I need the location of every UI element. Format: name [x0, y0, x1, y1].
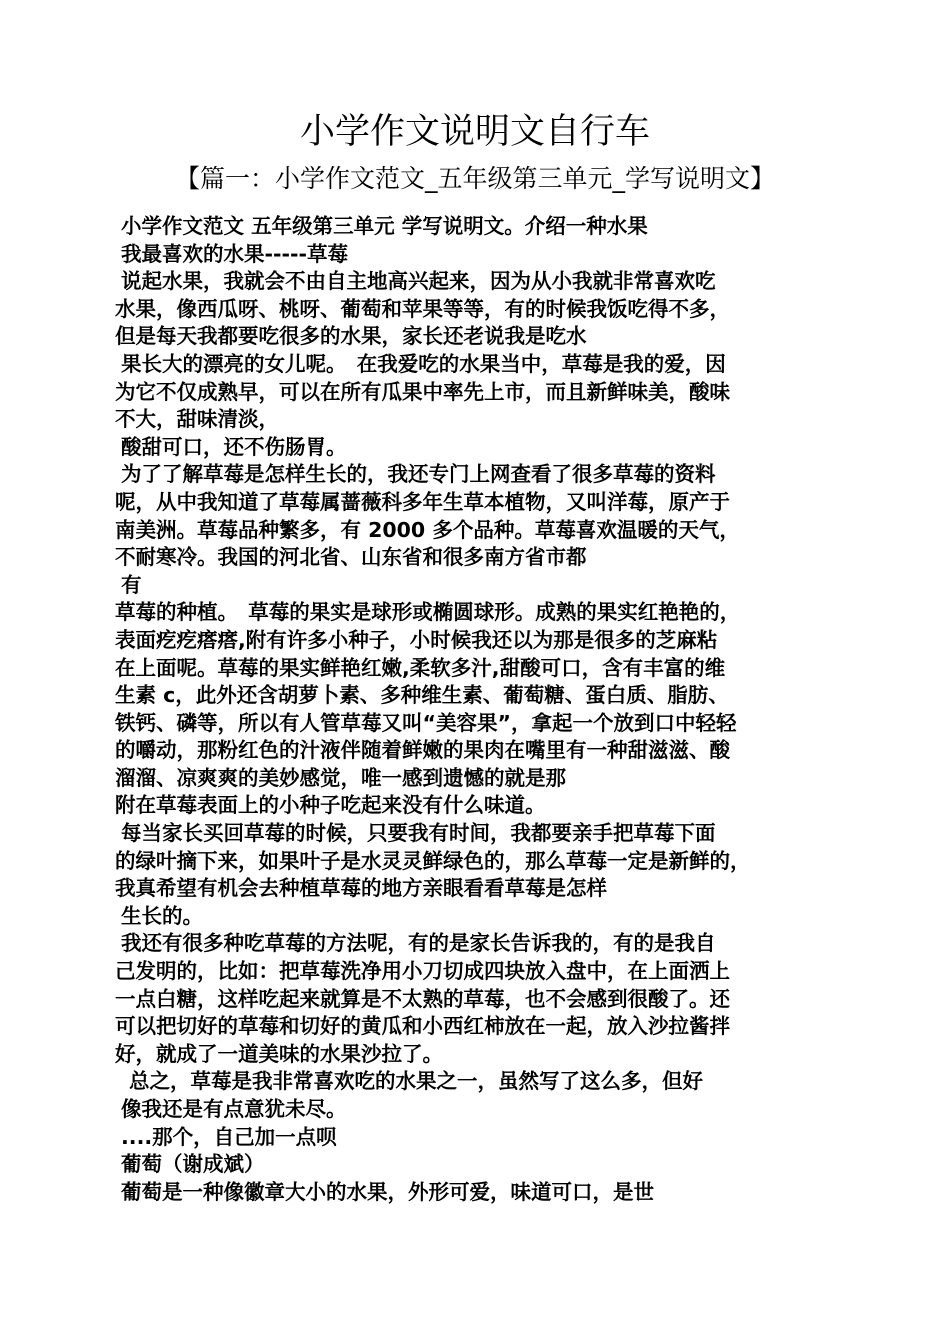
- text-line: 我最喜欢的水果-----草莓: [121, 241, 349, 266]
- text-line: 说起水果，我就会不由自主地高兴起来，因为从小我就非常喜欢吃: [121, 269, 716, 294]
- text-line: 附在草莓表面上的小种子吃起来没有什么味道。: [115, 793, 546, 818]
- text-line: 的嚼动，那粉红色的汁液伴随着鲜嫩的果肉在嘴里有一种甜滋滋、酸: [115, 738, 730, 763]
- text-line: 草莓的种植。 草莓的果实是球形或椭圆球形。成熟的果实红艳艳的，: [115, 600, 741, 625]
- text-line: 在上面呢。草莓的果实鲜艳红嫩,柔软多汁,甜酸可口，含有丰富的维: [115, 655, 726, 680]
- text-line: 一点白糖，这样吃起来就算是不太熟的草莓，也不会感到很酸了。还: [115, 986, 730, 1011]
- text-line: 果长大的漂亮的女儿呢。 在我爱吃的水果当中，草莓是我的爱，因: [121, 351, 726, 376]
- text-line: 葡萄是一种像徽章大小的水果，外形可爱，味道可口，是世: [121, 1179, 654, 1204]
- document-subtitle: 【篇一：小学作文范文_五年级第三单元_学写说明文】: [174, 164, 775, 193]
- text-line: 葡萄（谢成斌）: [121, 1152, 265, 1177]
- text-line: 但是每天我都要吃很多的水果，家长还老说我是吃水: [115, 324, 587, 349]
- text-line: 呢，从中我知道了草莓属蔷薇科多年生草本植物，又叫洋莓，原产于: [115, 489, 730, 514]
- text-line: 己发明的，比如：把草莓洗净用小刀切成四块放入盘中，在上面洒上: [115, 959, 730, 984]
- text-line: 不大，甜味清淡，: [115, 407, 279, 432]
- text-line: 酸甜可口，还不伤肠胃。: [121, 434, 347, 459]
- text-line: 表面疙疙瘩瘩,附有许多小种子，小时候我还以为那是很多的芝麻粘: [115, 627, 718, 652]
- text-line: 像我还是有点意犹未尽。: [121, 1097, 347, 1121]
- text-line: 好，就成了一道美味的水果沙拉了。: [115, 1041, 443, 1066]
- text-line: 我真希望有机会去种植草莓的地方亲眼看看草莓是怎样: [115, 876, 607, 901]
- text-line: 为它不仅成熟早，可以在所有瓜果中率先上市，而且新鲜味美，酸味: [115, 379, 730, 404]
- text-line: 我还有很多种吃草莓的方法呢，有的是家长告诉我的，有的是我自: [121, 931, 716, 956]
- text-line: 水果，像西瓜呀、桃呀、葡萄和苹果等等，有的时候我饭吃得不多，: [115, 296, 730, 321]
- text-line: 可以把切好的草莓和切好的黄瓜和小西红柿放在一起，放入沙拉酱拌: [115, 1014, 730, 1039]
- text-line: 生素 c，此外还含胡萝卜素、多种维生素、葡萄糖、蛋白质、脂肪、: [115, 683, 729, 708]
- text-line: 为了了解草莓是怎样生长的，我还专门上网查看了很多草莓的资料: [121, 462, 716, 487]
- text-line: 溜溜、凉爽爽的美妙感觉，唯一感到遗憾的就是那: [115, 765, 566, 790]
- text-line: ....那个，自己加一点呗: [121, 1124, 337, 1149]
- text-line: 总之，草莓是我非常喜欢吃的水果之一，虽然写了这么多，但好: [129, 1069, 703, 1094]
- document-title: 小学作文说明文自行车: [299, 112, 650, 152]
- document-body: [115, 213, 855, 1206]
- text-line: 有: [121, 572, 142, 597]
- text-line: 南美洲。草莓品种繁多，有 2000 多个品种。草莓喜欢温暖的天气，: [115, 517, 740, 542]
- text-line: 小学作文范文 五年级第三单元 学写说明文。介绍一种水果: [121, 214, 648, 238]
- text-line: 不耐寒冷。我国的河北省、山东省和很多南方省市都: [115, 545, 587, 570]
- text-line: 的绿叶摘下来，如果叶子是水灵灵鲜绿色的，那么草莓一定是新鲜的，: [115, 848, 751, 873]
- text-line: 生长的。: [121, 903, 203, 928]
- text-line: 每当家长买回草莓的时候，只要我有时间，我都要亲手把草莓下面: [121, 821, 716, 846]
- text-line: 铁钙、磷等，所以有人管草莓又叫“美容果”，拿起一个放到口中轻轻: [115, 710, 737, 735]
